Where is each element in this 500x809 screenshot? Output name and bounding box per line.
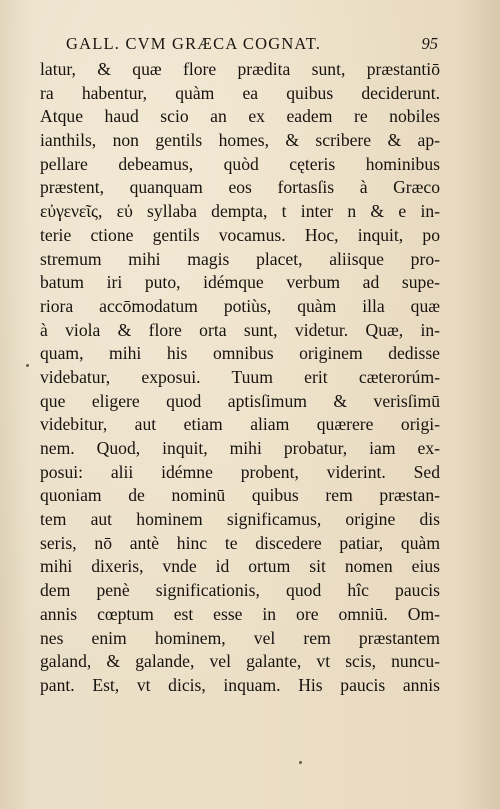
- running-head: [66, 34, 438, 58]
- ink-speck: [299, 761, 302, 764]
- text-line: Atque haud scio an ex eadem re nobiles: [40, 106, 440, 127]
- text-line: mihi dixeris, vnde id ortum sit nomen eius: [40, 556, 440, 577]
- body-text: [40, 58, 440, 698]
- text-line: præstent, quanquam eos fortasſis à Græco: [40, 177, 440, 198]
- text-line: εὐγενεῖς, εὐ syllaba dempta, t inter n & e in-: [40, 201, 440, 222]
- text-line: posui: alii idémne probent, viderint. Sed: [40, 461, 440, 482]
- text-line: quoniam de nominū quibus rem præstan-: [40, 485, 440, 506]
- running-head-title: GALL. CVM GRÆCA COGNAT.: [66, 34, 322, 53]
- text-line: que eligere quod aptisſimum & verisſimū: [40, 390, 440, 411]
- text-line: batum iri puto, idémque verbum ad supe-: [40, 272, 440, 293]
- text-line: tem aut hominem significamus, origine dis: [40, 509, 440, 530]
- text-line: dem penè significationis, quod hîc paucis: [40, 580, 440, 601]
- text-line: ra habentur, quàm ea quibus deciderunt.: [40, 82, 440, 103]
- text-line: latur, & quæ flore prædita sunt, præstantiō: [40, 59, 440, 79]
- text-line: pellare debeamus, quòd cęteris hominibus: [40, 153, 440, 174]
- text-line: nem. Quod, inquit, mihi probatur, iam ex-: [40, 438, 440, 458]
- text-line: galand, & galande, vel galante, vt scis, nuncu-: [40, 651, 440, 672]
- text-line: nes enim hominem, vel rem præstantem: [40, 627, 440, 648]
- text-line: stremum mihi magis placet, aliisque pro-: [40, 248, 440, 269]
- text-line: seris, nō antè hinc te discedere patiar, quàm: [40, 532, 440, 553]
- text-line: riora accōmodatum potiùs, quàm illa quæ: [40, 295, 440, 316]
- text-line: quam, mihi his omnibus originem dedisse: [40, 343, 440, 364]
- page-number: 95: [421, 34, 438, 53]
- text-line: annis cœptum est esse in ore omniū. Om-: [40, 603, 440, 624]
- text-line: terie ctione gentils vocamus. Hoc, inquit, po: [40, 224, 440, 245]
- text-line: videbitur, aut etiam aliam quærere origi-: [40, 414, 440, 435]
- text-line: videbatur, exposui. Tuum erit cæterorúm-: [40, 366, 440, 387]
- text-line: pant. Est, vt dicis, inquam. His paucis annis: [40, 674, 440, 695]
- text-line: ianthils, non gentils homes, & scribere & ap-: [40, 130, 440, 151]
- ink-speck: [26, 364, 29, 367]
- text-line: à viola & flore orta sunt, videtur. Quæ, in-: [40, 319, 440, 340]
